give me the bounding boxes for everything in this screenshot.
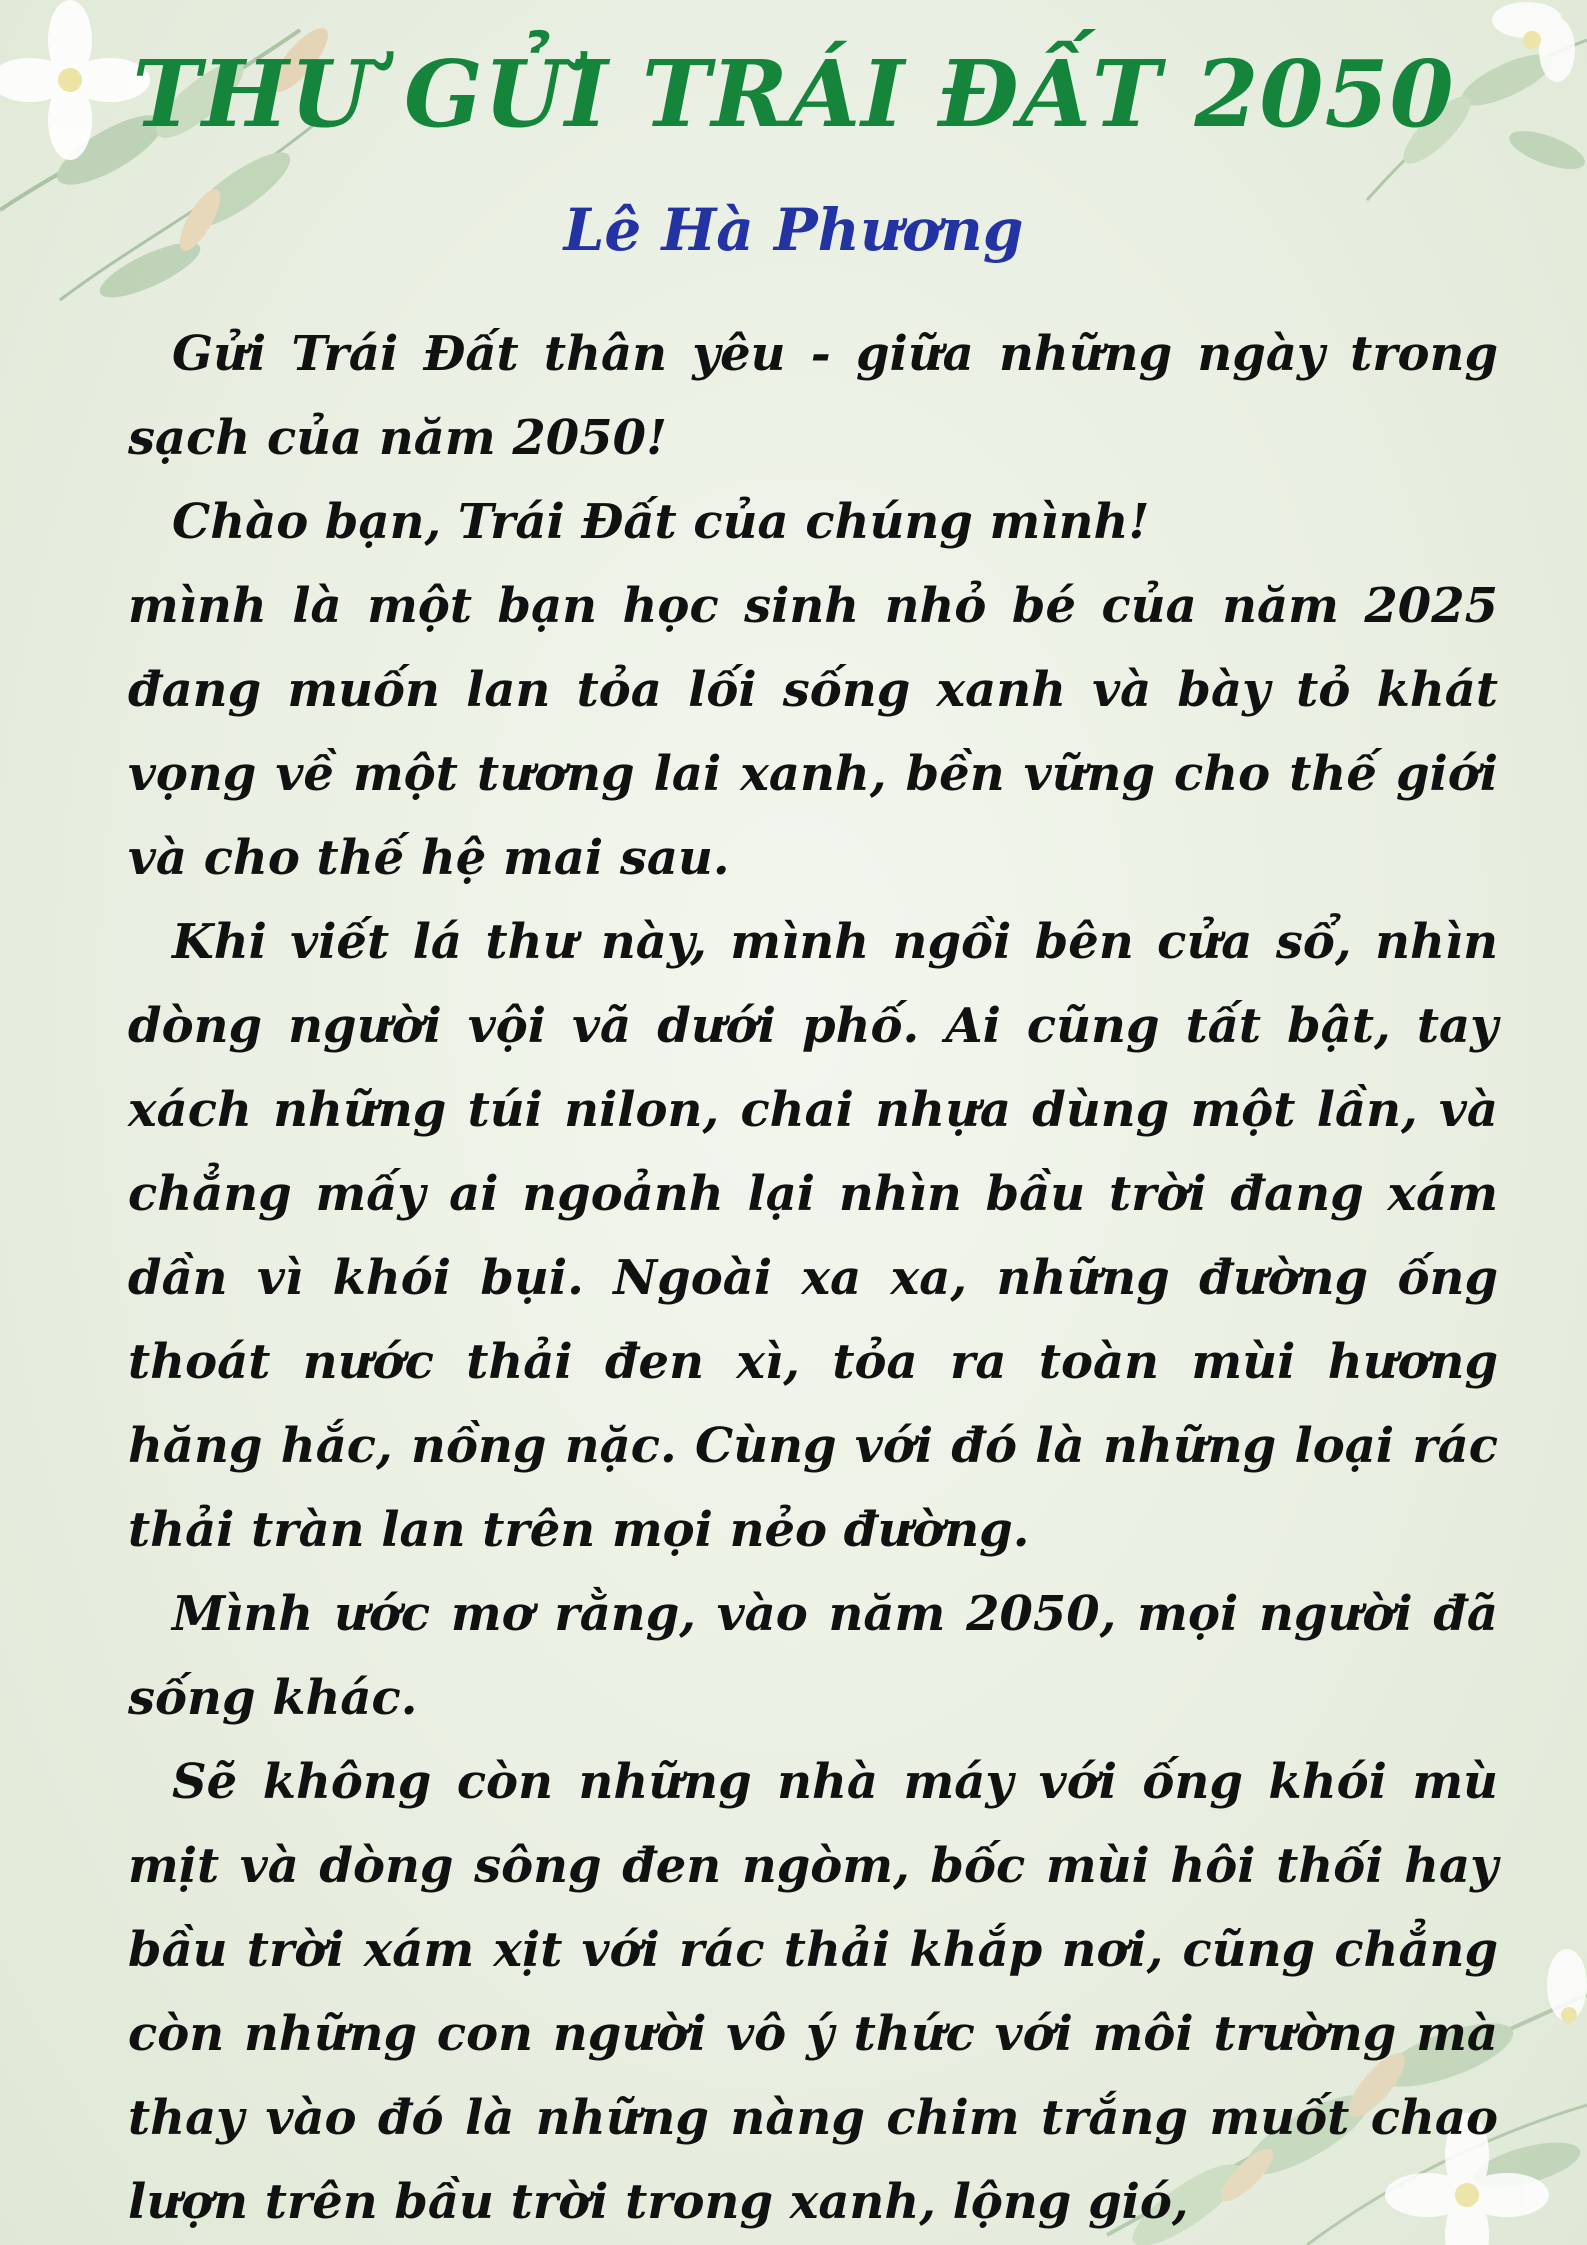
present-description-paragraph: Khi viết lá thư này, mình ngồi bên cửa sổ, nhìn dòng người vội vã dưới phố. Ai cũng tất bật, tay xách những túi nilon, chai nhựa dùng một lần, và chẳng mấy ai ngoảnh lại nhìn bầu trời đang xám dần vì khói bụi. Ngoài xa xa, những đường ống thoát nước thải đen xì, tỏa ra toàn mùi hương hăng hắc, nồng nặc. Cùng với đó là những loại rác thải tràn lan trên mọi nẻo đường. <box>128 914 1498 1558</box>
author-name: Lê Hà Phương <box>563 196 1024 264</box>
intro-paragraph: mình là một bạn học sinh nhỏ bé của năm 2025 đang muốn lan tỏa lối sống xanh và bày tỏ khát vọng về một tương lai xanh, bền vững cho thế giới và cho thế hệ mai sau. <box>128 578 1498 886</box>
wish-paragraph: Mình ước mơ rằng, vào năm 2050, mọi người đã sống khác. <box>128 1586 1498 1726</box>
greeting-line: Gửi Trái Đất thân yêu - giữa những ngày trong sạch của năm 2050! <box>128 326 1498 466</box>
future-vision-paragraph: Sẽ không còn những nhà máy với ống khói mù mịt và dòng sông đen ngòm, bốc mùi hôi thối hay bầu trời xám xịt với rác thải khắp nơi, cũng chẳng còn những con người vô ý thức với môi trường mà thay vào đó là những nàng chim trắng muốt chao lượn trên bầu trời trong xanh, lộng gió, <box>128 1754 1498 2230</box>
letter-body <box>128 312 1498 2244</box>
salutation-line: Chào bạn, Trái Đất của chúng mình! <box>172 494 1150 550</box>
letter-title: THƯ GỬI TRÁI ĐẤT 2050 <box>132 40 1455 148</box>
